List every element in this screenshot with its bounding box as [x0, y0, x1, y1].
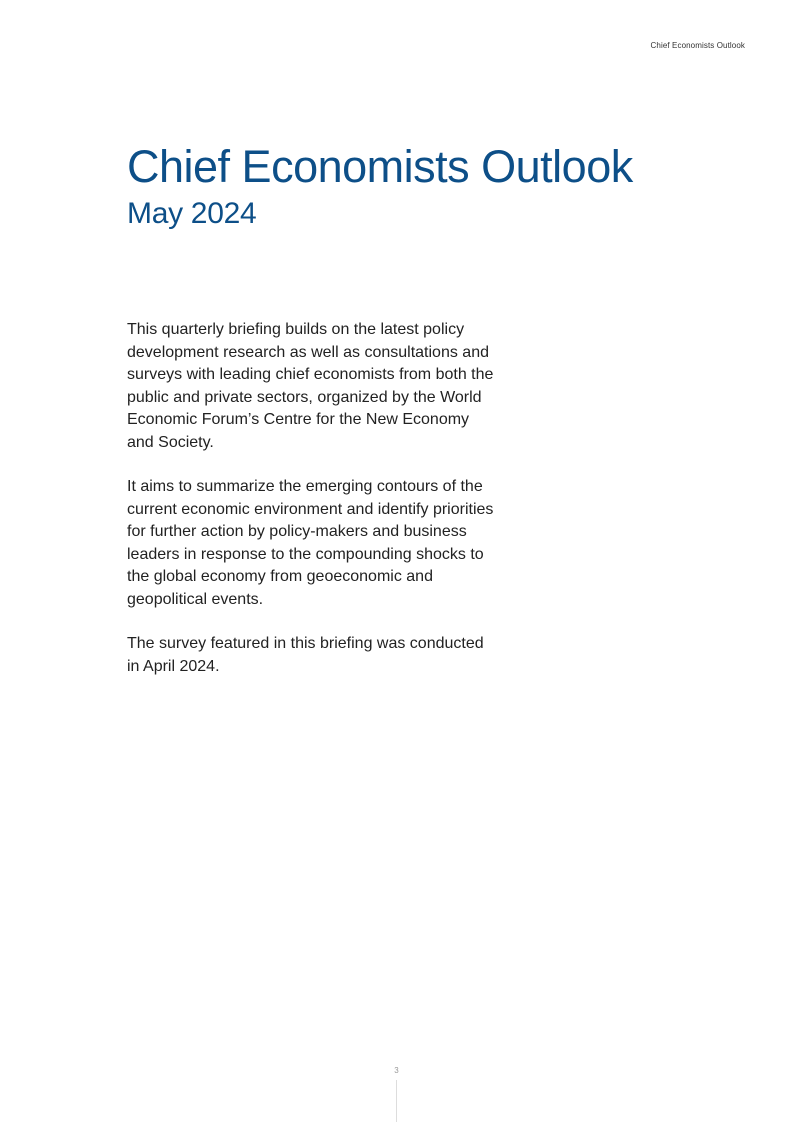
- document-date: May 2024: [127, 196, 257, 230]
- page-number: 3: [394, 1066, 399, 1075]
- title-block: [127, 142, 747, 232]
- intro-paragraph-1: This quarterly briefing builds on the latest policy development research as well as consultations and surveys with leading chief economists from both the public and private sectors, organized by the World Economic Forum’s Centre for the New Economy and Society.: [127, 321, 494, 451]
- document-title: Chief Economists Outlook: [127, 141, 633, 192]
- page-divider-line: [396, 1080, 397, 1122]
- intro-paragraph-3: The survey featured in this briefing was conducted in April 2024.: [127, 635, 484, 675]
- intro-paragraph-2: It aims to summarize the emerging contours of the current economic environment and identify priorities for further action by policy-makers and business leaders in response to the compounding shocks to the global economy from geoeconomic and geopolitical events.: [127, 478, 494, 608]
- intro-text: [127, 319, 497, 700]
- running-header: Chief Economists Outlook: [650, 41, 745, 50]
